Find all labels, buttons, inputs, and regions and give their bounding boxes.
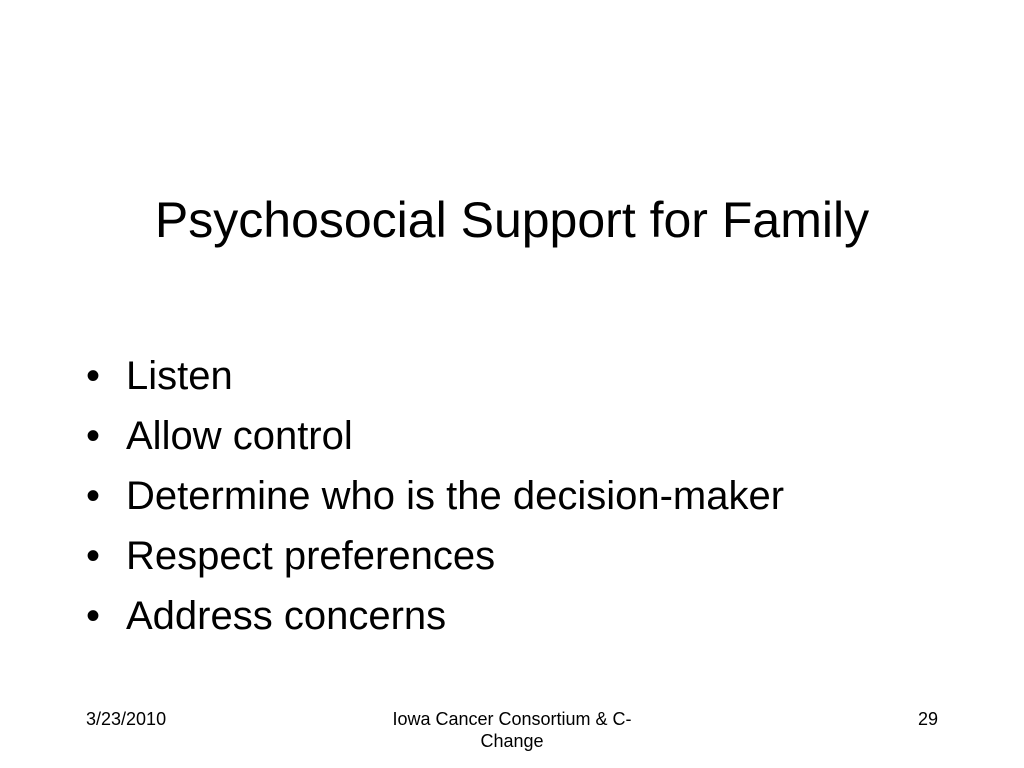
bullet-dot-icon: • (86, 354, 101, 398)
bullet-item (86, 526, 784, 586)
footer-organization (362, 708, 662, 752)
bullet-item (86, 586, 784, 646)
footer-organization-line2: Change (480, 731, 544, 751)
bullet-dot-icon: • (86, 414, 101, 458)
footer-organization-line1: Iowa Cancer Consortium & C- (392, 709, 632, 729)
slide-title: Psychosocial Support for Family (154, 192, 870, 248)
bullet-item (86, 466, 784, 526)
page-number: 29 (917, 709, 938, 729)
footer-date: 3/23/2010 (86, 709, 167, 729)
bullet-text: Respect preferences (126, 534, 496, 578)
bullet-text: Listen (126, 354, 233, 398)
bullet-text: Allow control (126, 414, 353, 458)
bullet-text: Address concerns (126, 594, 447, 638)
bullet-item (86, 406, 784, 466)
bullet-item (86, 346, 784, 406)
bullet-text: Determine who is the decision-maker (126, 474, 785, 518)
bullet-list (86, 346, 784, 646)
bullet-dot-icon: • (86, 594, 101, 638)
bullet-dot-icon: • (86, 474, 101, 518)
bullet-dot-icon: • (86, 534, 101, 578)
